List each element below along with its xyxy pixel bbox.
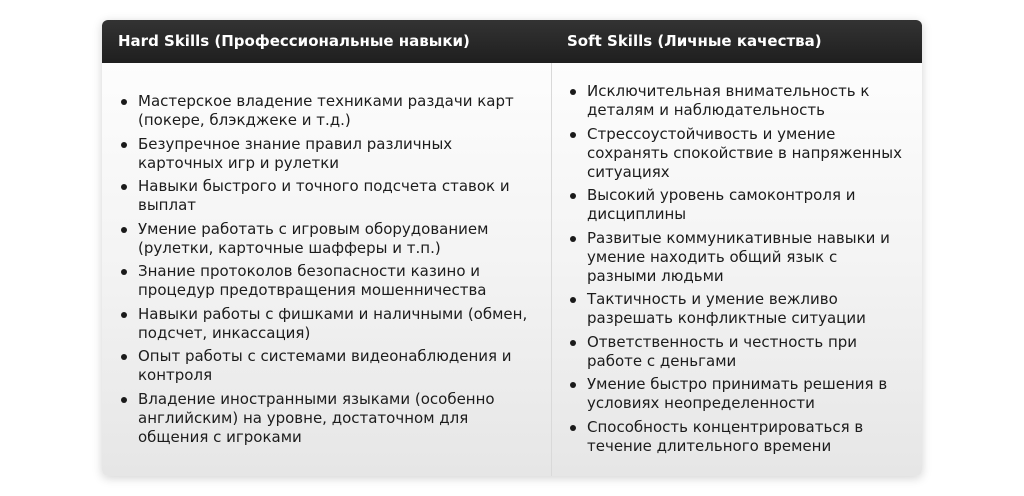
- list-item: Навыки быстрого и точного подсчета ставок и выплат: [118, 177, 538, 215]
- header-hard-skills: Hard Skills (Профессиональные навыки): [118, 32, 470, 50]
- table-header: [102, 20, 922, 63]
- list-item: Умение быстро принимать решения в условиях неопределенности: [567, 375, 907, 413]
- list-item: Тактичность и умение вежливо разрешать конфликтные ситуации: [567, 290, 907, 328]
- list-item: Ответственность и честность при работе с деньгами: [567, 333, 907, 371]
- list-item: Умение работать с игровым оборудованием (рулетки, карточные шафферы и т.п.): [118, 220, 538, 258]
- list-item: Владение иностранными языками (особенно английским) на уровне, достаточном для общения с игроками: [118, 390, 538, 447]
- list-item: Безупречное знание правил различных карточных игр и рулетки: [118, 135, 538, 173]
- header-soft-skills: Soft Skills (Личные качества): [567, 32, 822, 50]
- list-item: Опыт работы с системами видеонаблюдения и контроля: [118, 347, 538, 385]
- hard-skills-list: [118, 92, 538, 451]
- soft-skills-list: [567, 82, 907, 460]
- list-item: Навыки работы с фишками и наличными (обмен, подсчет, инкассация): [118, 305, 538, 343]
- list-item: Способность концентрироваться в течение длительного времени: [567, 418, 907, 456]
- list-item: Развитые коммуникативные навыки и умение находить общий язык с разными людьми: [567, 229, 907, 286]
- list-item: Стрессоустойчивость и умение сохранять спокойствие в напряженных ситуациях: [567, 125, 907, 182]
- skills-table: [102, 20, 922, 476]
- list-item: Мастерское владение техниками раздачи карт (покере, блэкджеке и т.д.): [118, 92, 538, 130]
- column-divider: [551, 63, 552, 476]
- list-item: Знание протоколов безопасности казино и процедур предотвращения мошенничества: [118, 262, 538, 300]
- list-item: Высокий уровень самоконтроля и дисциплины: [567, 186, 907, 224]
- list-item: Исключительная внимательность к деталям и наблюдательность: [567, 82, 907, 120]
